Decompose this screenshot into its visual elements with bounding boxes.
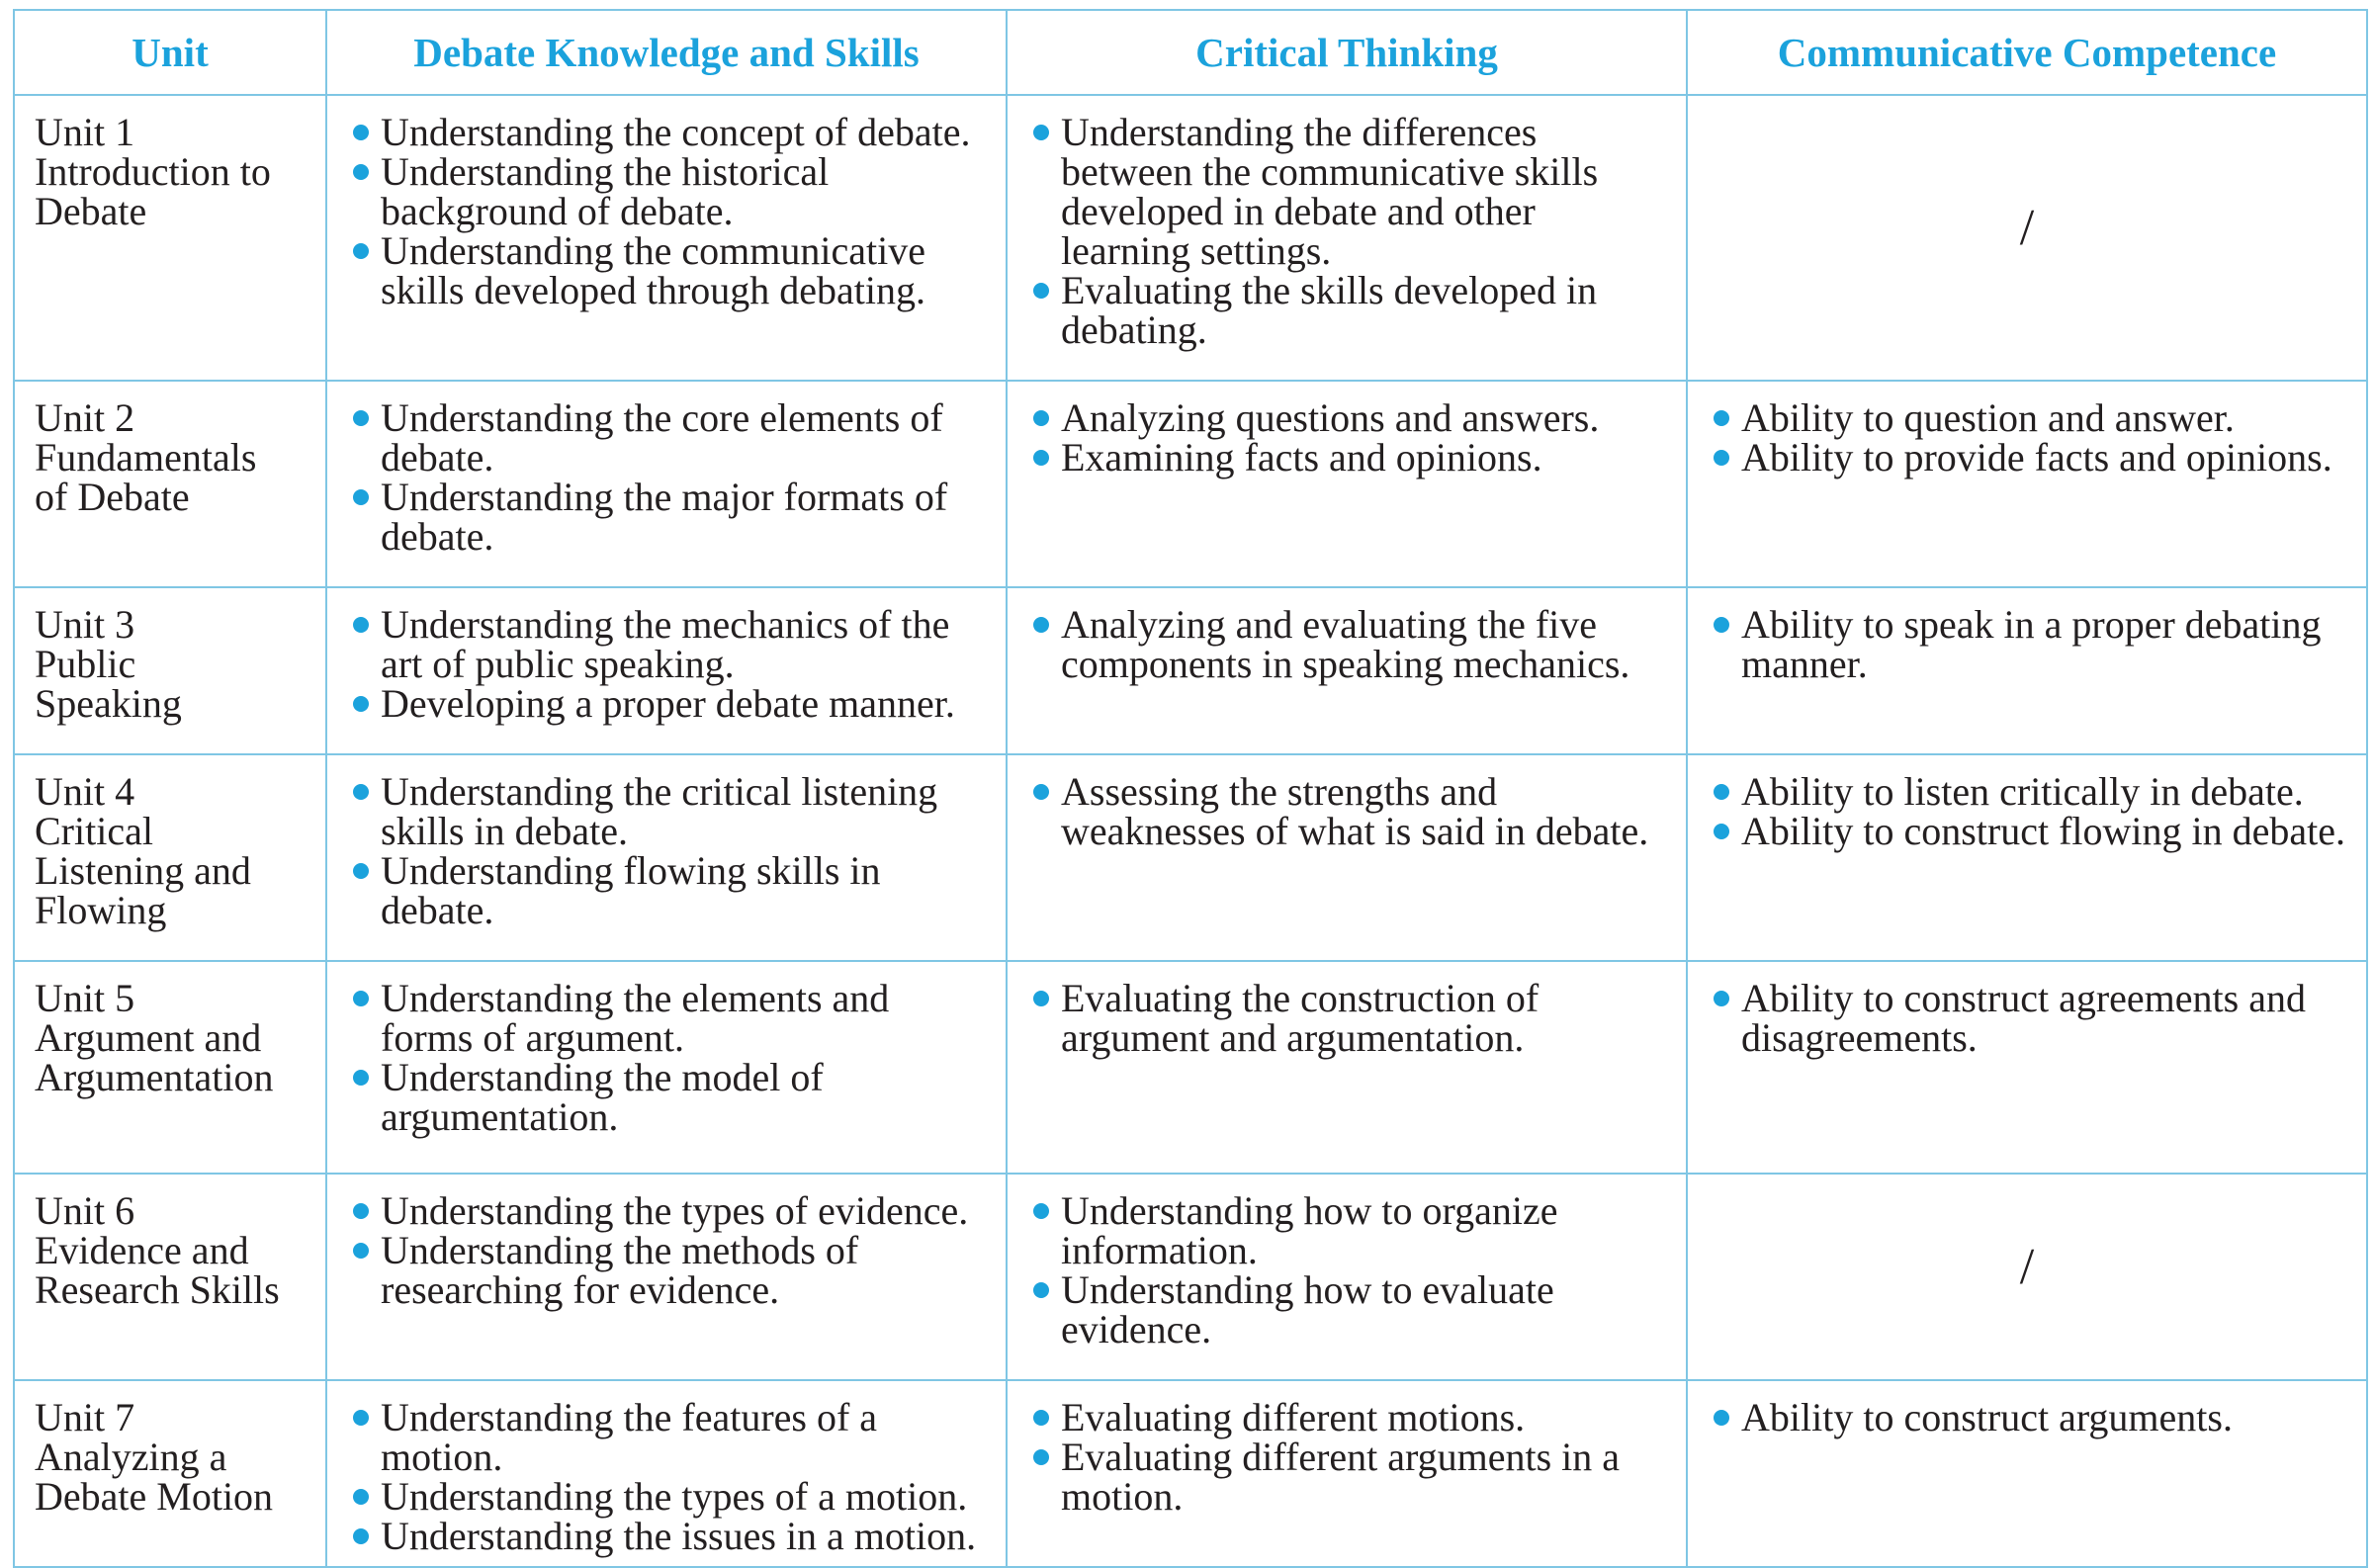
unit-title-line: Speaking: [35, 681, 182, 726]
table-row: [14, 961, 2367, 1174]
list-item: [1023, 1188, 1670, 1272]
unit-title-line: Unit 2: [35, 395, 135, 440]
unit-title-line: Unit 3: [35, 602, 135, 647]
unit-title-line: Argumentation: [35, 1055, 274, 1099]
list-item: [1023, 268, 1670, 352]
list-item: [343, 475, 990, 559]
bullet-dot-icon: [1033, 991, 1049, 1006]
list-item-text: Evaluating the skills developed in debating.: [1061, 268, 1598, 352]
list-item-text: Understanding the features of a motion.: [381, 1395, 878, 1479]
bullet-dot-icon: [1714, 824, 1729, 839]
bullet-list: [343, 1395, 990, 1558]
bullet-dot-icon: [1033, 125, 1049, 140]
bullet-dot-icon: [1033, 1203, 1049, 1219]
unit-title-line: Evidence and: [35, 1228, 249, 1272]
unit-title-line: Argument and: [35, 1015, 262, 1060]
list-item-text: Understanding the historical background of debate.: [381, 149, 830, 233]
bullet-dot-icon: [353, 863, 369, 879]
bullet-dot-icon: [1033, 283, 1049, 299]
unit-title-line: of Debate: [35, 475, 190, 519]
critical-thinking-cell: [1007, 95, 1687, 381]
list-item: [343, 395, 990, 479]
header-critical-thinking: Critical Thinking: [1007, 10, 1687, 95]
not-applicable-mark: /: [2019, 200, 2035, 256]
unit-title-line: Research Skills: [35, 1267, 280, 1312]
list-item-text: Ability to construct arguments.: [1741, 1395, 2233, 1439]
list-item-text: Understanding the types of evidence.: [381, 1188, 969, 1233]
debate-knowledge-cell: [326, 381, 1007, 587]
bullet-dot-icon: [1033, 784, 1049, 800]
list-item-text: Understanding the differences between the communicative skills developed in debate and other learning settings.: [1061, 110, 1599, 273]
list-item-text: Ability to speak in a proper debating manner.: [1741, 602, 2322, 686]
list-item-text: Ability to provide facts and opinions.: [1741, 435, 2332, 479]
unit-title-line: Listening and: [35, 848, 251, 893]
critical-thinking-cell: [1007, 587, 1687, 754]
list-item: [343, 1395, 990, 1479]
list-item: [343, 769, 990, 853]
bullet-list: [343, 769, 990, 932]
list-item: [1023, 1395, 1670, 1439]
bullet-list: [1023, 602, 1670, 686]
bullet-dot-icon: [1714, 617, 1729, 633]
debate-knowledge-cell: [326, 754, 1007, 961]
list-item-text: Understanding the model of argumentation.: [381, 1055, 824, 1139]
list-item: [343, 602, 990, 686]
critical-thinking-cell: [1007, 961, 1687, 1174]
bullet-dot-icon: [353, 1243, 369, 1259]
bullet-dot-icon: [353, 617, 369, 633]
unit-cell: [14, 587, 326, 754]
bullet-dot-icon: [353, 1410, 369, 1426]
critical-thinking-cell: [1007, 1380, 1687, 1567]
unit-title-line: Analyzing a: [35, 1435, 227, 1479]
list-item-text: Analyzing questions and answers.: [1061, 395, 1600, 440]
bullet-list: [1704, 395, 2350, 479]
communicative-competence-cell: [1687, 1174, 2367, 1380]
list-item-text: Understanding flowing skills in debate.: [381, 848, 881, 932]
bullet-dot-icon: [1714, 1410, 1729, 1426]
list-item-text: Ability to listen critically in debate.: [1741, 769, 2304, 814]
bullet-list: [343, 1188, 990, 1312]
list-item-text: Developing a proper debate manner.: [381, 681, 955, 726]
list-item: [1704, 395, 2350, 440]
bullet-dot-icon: [1033, 1282, 1049, 1298]
list-item-text: Understanding how to organize information.: [1061, 1188, 1558, 1272]
bullet-dot-icon: [1714, 450, 1729, 466]
list-item-text: Examining facts and opinions.: [1061, 435, 1542, 479]
unit-cell: [14, 95, 326, 381]
list-item: [343, 1228, 990, 1312]
list-item: [343, 149, 990, 233]
table-row: [14, 1174, 2367, 1380]
list-item: [343, 848, 990, 932]
list-item-text: Assessing the strengths and weaknesses of what is said in debate.: [1061, 769, 1649, 853]
communicative-competence-cell: [1687, 961, 2367, 1174]
bullet-dot-icon: [1033, 617, 1049, 633]
critical-thinking-cell: [1007, 381, 1687, 587]
list-item-text: Understanding the core elements of debate.: [381, 395, 943, 479]
bullet-dot-icon: [353, 1070, 369, 1086]
list-item: [1704, 435, 2350, 479]
bullet-dot-icon: [353, 410, 369, 426]
list-item-text: Understanding how to evaluate evidence.: [1061, 1267, 1554, 1351]
debate-knowledge-cell: [326, 587, 1007, 754]
bullet-list: [343, 976, 990, 1139]
bullet-dot-icon: [353, 125, 369, 140]
header-unit: Unit: [14, 10, 326, 95]
table-row: [14, 95, 2367, 381]
list-item: [1704, 1395, 2350, 1439]
list-item: [343, 228, 990, 312]
bullet-list: [1023, 1395, 1670, 1519]
bullet-dot-icon: [353, 164, 369, 180]
list-item-text: Understanding the critical listening skills in debate.: [381, 769, 938, 853]
bullet-list: [1704, 602, 2350, 686]
communicative-competence-cell: [1687, 587, 2367, 754]
unit-cell: [14, 1174, 326, 1380]
unit-cell: [14, 961, 326, 1174]
table-row: [14, 587, 2367, 754]
bullet-dot-icon: [1714, 410, 1729, 426]
list-item-text: Analyzing and evaluating the five components in speaking mechanics.: [1061, 602, 1630, 686]
unit-title-line: Unit 1: [35, 110, 135, 154]
list-item: [1704, 602, 2350, 686]
bullet-list: [1023, 769, 1670, 853]
unit-title-line: Unit 6: [35, 1188, 135, 1233]
bullet-list: [1704, 769, 2350, 853]
bullet-dot-icon: [1033, 450, 1049, 466]
list-item-text: Ability to question and answer.: [1741, 395, 2235, 440]
table-row: [14, 754, 2367, 961]
header-row: [14, 10, 2367, 95]
list-item: [1023, 976, 1670, 1060]
header-communicative-competence: Communicative Competence: [1687, 10, 2367, 95]
bullet-list: [343, 602, 990, 726]
list-item: [1704, 769, 2350, 814]
list-item-text: Evaluating different motions.: [1061, 1395, 1526, 1439]
list-item: [1704, 809, 2350, 853]
unit-title-line: Unit 4: [35, 769, 135, 814]
table-row: [14, 381, 2367, 587]
list-item-text: Ability to construct flowing in debate.: [1741, 809, 2345, 853]
list-item: [343, 1514, 990, 1558]
critical-thinking-cell: [1007, 1174, 1687, 1380]
list-item-text: Understanding the communicative skills developed through debating.: [381, 228, 926, 312]
unit-title-line: Fundamentals: [35, 435, 257, 479]
bullet-dot-icon: [1714, 991, 1729, 1006]
not-applicable-mark: /: [2019, 1239, 2035, 1295]
list-item: [343, 1188, 990, 1233]
bullet-list: [1023, 110, 1670, 352]
bullet-list: [1023, 976, 1670, 1060]
critical-thinking-cell: [1007, 754, 1687, 961]
unit-title-line: Critical: [35, 809, 153, 853]
communicative-competence-cell: [1687, 1380, 2367, 1567]
bullet-dot-icon: [353, 489, 369, 505]
debate-knowledge-cell: [326, 95, 1007, 381]
bullet-dot-icon: [1033, 1410, 1049, 1426]
list-item-text: Understanding the mechanics of the art of public speaking.: [381, 602, 950, 686]
list-item: [1023, 395, 1670, 440]
bullet-dot-icon: [1033, 410, 1049, 426]
list-item-text: Ability to construct agreements and disagreements.: [1741, 976, 2306, 1060]
unit-cell: [14, 754, 326, 961]
curriculum-table: [13, 9, 2368, 1568]
bullet-list: [1704, 976, 2350, 1060]
unit-title-line: Debate Motion: [35, 1474, 274, 1519]
unit-title-line: Public: [35, 642, 136, 686]
header-debate-knowledge-skills: Debate Knowledge and Skills: [326, 10, 1007, 95]
unit-title-line: Flowing: [35, 888, 167, 932]
curriculum-table-wrapper: [13, 9, 2366, 1568]
list-item: [343, 976, 990, 1060]
list-item-text: Evaluating the construction of argument and argumentation.: [1061, 976, 1539, 1060]
unit-title-line: Unit 5: [35, 976, 135, 1020]
bullet-list: [343, 395, 990, 559]
bullet-dot-icon: [353, 991, 369, 1006]
bullet-dot-icon: [353, 1203, 369, 1219]
bullet-dot-icon: [353, 243, 369, 259]
debate-knowledge-cell: [326, 961, 1007, 1174]
bullet-dot-icon: [353, 1528, 369, 1544]
list-item: [1023, 602, 1670, 686]
bullet-list: [1023, 395, 1670, 479]
list-item-text: Understanding the types of a motion.: [381, 1474, 968, 1519]
bullet-list: [1704, 1395, 2350, 1439]
list-item-text: Understanding the elements and forms of argument.: [381, 976, 890, 1060]
bullet-dot-icon: [1714, 784, 1729, 800]
bullet-dot-icon: [353, 784, 369, 800]
list-item: [1023, 1267, 1670, 1351]
list-item: [343, 110, 990, 154]
unit-cell: [14, 381, 326, 587]
list-item: [343, 681, 990, 726]
debate-knowledge-cell: [326, 1380, 1007, 1567]
communicative-competence-cell: [1687, 381, 2367, 587]
bullet-list: [1023, 1188, 1670, 1351]
list-item: [343, 1055, 990, 1139]
list-item-text: Understanding the issues in a motion.: [381, 1514, 977, 1558]
list-item: [343, 1474, 990, 1519]
unit-title-line: Introduction to: [35, 149, 271, 194]
bullet-dot-icon: [353, 1489, 369, 1505]
communicative-competence-cell: [1687, 95, 2367, 381]
list-item: [1023, 110, 1670, 273]
list-item: [1704, 976, 2350, 1060]
list-item-text: Understanding the major formats of debate.: [381, 475, 948, 559]
list-item-text: Understanding the methods of researching for evidence.: [381, 1228, 859, 1312]
list-item: [1023, 769, 1670, 853]
bullet-dot-icon: [1033, 1449, 1049, 1465]
list-item-text: Evaluating different arguments in a motion.: [1061, 1435, 1621, 1519]
bullet-list: [343, 110, 990, 312]
bullet-dot-icon: [353, 696, 369, 712]
list-item: [1023, 1437, 1670, 1517]
unit-title-line: Unit 7: [35, 1395, 135, 1439]
list-item: [1023, 435, 1670, 479]
communicative-competence-cell: [1687, 754, 2367, 961]
debate-knowledge-cell: [326, 1174, 1007, 1380]
list-item-text: Understanding the concept of debate.: [381, 110, 971, 154]
unit-title-line: Debate: [35, 189, 147, 233]
table-row: [14, 1380, 2367, 1567]
unit-cell: [14, 1380, 326, 1567]
